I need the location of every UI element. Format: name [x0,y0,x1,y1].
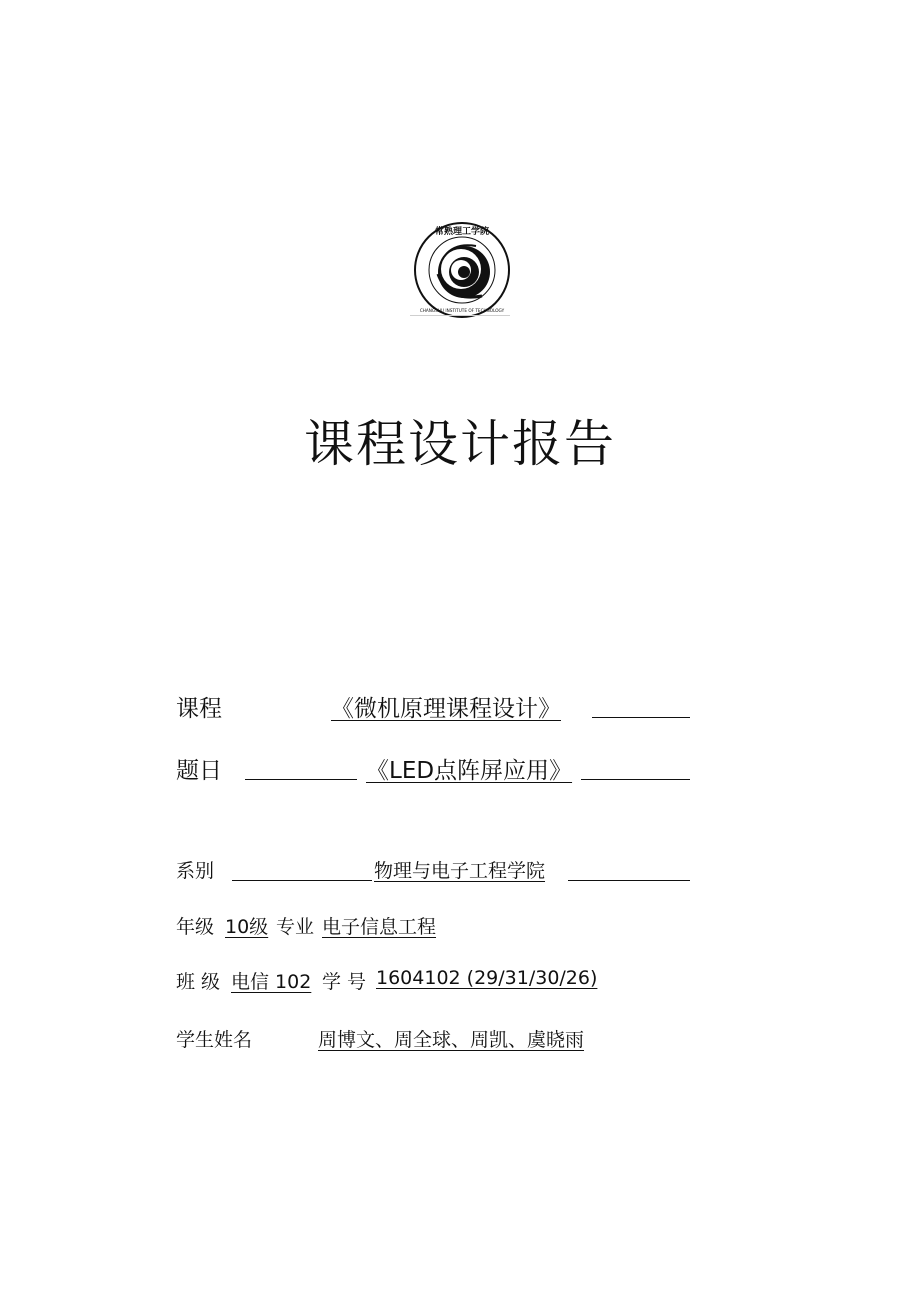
department-value: 物理与电子工程学院 [374,860,546,882]
course-label: 课程 [176,696,222,722]
grade-row [0,912,920,952]
svg-text:CHANGSHU INSTITUTE OF TECHNOLO: CHANGSHU INSTITUTE OF TECHNOLOGY [419,308,505,313]
student-id-label: 学 号 [322,971,367,993]
topic-row [0,752,920,792]
students-row [0,1025,920,1065]
department-label: 系别 [176,860,215,882]
course-row [0,690,920,730]
class-row [0,967,920,1007]
svg-text:常熟理工学院: 常熟理工学院 [434,227,490,237]
grade-label: 年级 [176,916,215,938]
major-label: 专业 [276,916,315,938]
major-value: 电子信息工程 [322,916,437,938]
topic-blank-line-left [245,779,357,780]
class-value: 电信 102 [231,971,312,993]
department-blank-line-left [232,880,372,881]
topic-value: 《LED点阵屏应用》 [366,758,573,784]
topic-label: 题日 [176,758,222,784]
class-label: 班 级 [176,971,221,993]
students-label: 学生姓名 [176,1029,253,1051]
grade-value: 10级 [225,916,269,938]
logo-underline [410,315,510,316]
report-title: 课程设计报告 [304,415,616,473]
department-blank-line-right [568,880,690,881]
students-value: 周博文、周全球、周凯、虞晓雨 [318,1029,585,1051]
topic-blank-line-right [581,779,690,780]
department-row [0,856,920,896]
course-value: 《微机原理课程设计》 [331,696,561,722]
course-blank-line [592,717,690,718]
school-seal-logo [412,220,512,320]
student-id-value: 1604102 (29/31/30/26) [376,967,598,989]
